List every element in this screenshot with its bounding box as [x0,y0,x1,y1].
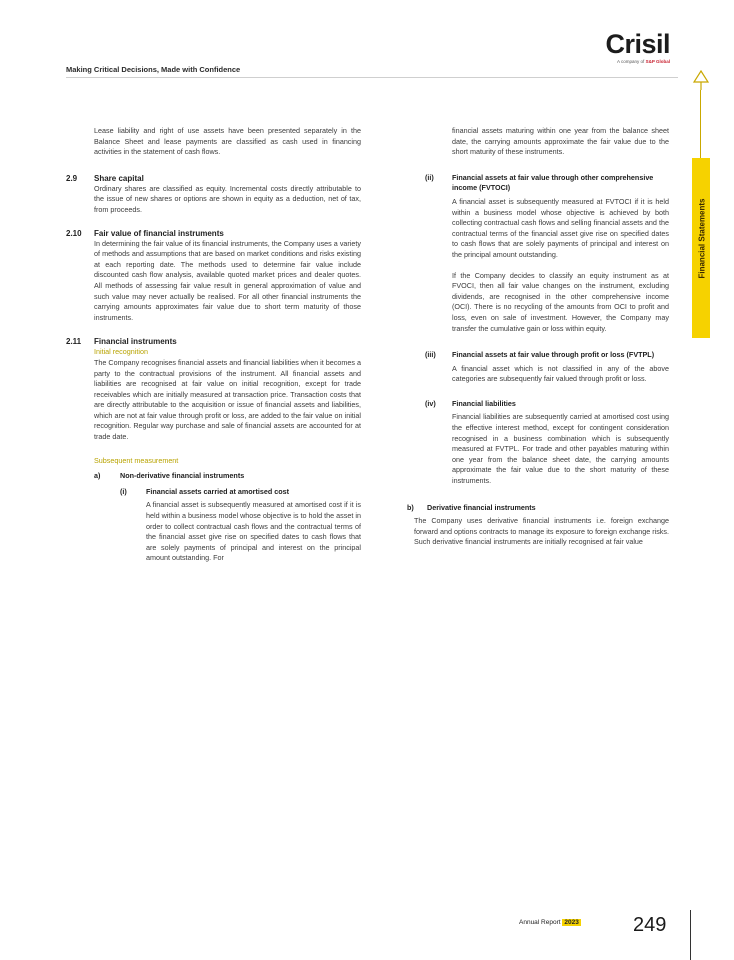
logo-subline [605,59,670,64]
side-tab-label: Financial Statements [697,198,707,279]
section-heading-share-capital: 2.9 Share capital [66,173,144,183]
footer-report-text: Annual Report [519,919,563,926]
item-iv-heading: (iv) Financial liabilities [425,398,516,408]
logo-wordmark: Crisil [605,29,670,59]
left-column [66,126,361,564]
subheading-initial-recognition: Initial recognition [94,347,148,357]
derivatives-paragraph: The Company uses derivative financial instruments i.e. foreign exchange forward and options contracts to manage its exposure to foreign exchange risks. Such derivative financial instruments are initially recognised at fair value [414,516,669,547]
initial-recognition-paragraph: The Company recognises financial assets and financial liabilities when it becomes a party to the contractual provisions of the instrument. All financial assets and liabilities are recognised at fair value on initial recognition, except for trade receivables which are initially measured at transaction price. Transaction costs that are directly attributable to the acquisition or issue of financial assets and liabilities, which are not at fair value through profit or loss, are added to the fair value on initial recognition. Regular way purchase and sale of financial assets are accounted for at trade date. [94,357,361,442]
item-b-heading: b) Derivative financial instruments [407,502,536,512]
page-number: 249 [633,914,667,936]
fvoci-equity-paragraph: If the Company decides to classify an equity instrument as at FVOCI, then all fair value changes on the instrument, excluding dividends, are recognised in the other comprehensive income (OCI). There is no recycling of the amounts from OCI to profit and loss, even on sale of investment. However, the Company may transfer the cumulative gain or loss within equity. [452,270,669,333]
footer-year: 2023 [564,919,579,926]
amortised-cost-paragraph: A financial asset is subsequently measured at amortised cost if it is held within a business model whose objective is to hold the asset in order to collect contractual cash flows and the contractual terms of the financial asset give rise on specified dates to cash flows that are solely payments of principal and interest on the principal amount outstanding. For [146,500,361,563]
footer-report-label [519,919,581,926]
section-heading-financial-instruments: 2.11 Financial instruments [66,337,177,347]
item-a-heading: a) Non-derivative financial instruments [94,471,245,481]
page-tagline: Making Critical Decisions, Made with Confidence [66,65,241,74]
fvtoci-paragraph: A financial asset is subsequently measured at FVTOCI if it is held within a business model whose objective is achieved by both collecting contractual cash flows and selling financial assets and the contractual terms of the financial asset give rise on specified dates to cash flows that are solely payments of principal and interest on the principal amount outstanding. [452,196,669,259]
lease-paragraph: Lease liability and right of use assets have been presented separately in the Balance Sheet and lease payments are classified as cash used in financing activities in the statement of cash flows. [94,126,361,157]
item-ii-heading: (ii) Financial assets at fair value through other comprehensive income (FVTOCI) [425,172,654,193]
fvtpl-paragraph: A financial asset which is not classified in any of the above categories are subsequently fair valued through profit or loss. [452,363,669,384]
fair-value-paragraph: In determining the fair value of its financial instruments, the Company uses a variety of methods and assumptions that are based on market conditions and risks existing at each reporting date. The methods used to determine fair value include discounted cash flow analysis, available quoted market prices and dealer quotes. All methods of assessing fair value result in general approximation of value and such value may never actually be realised. For all other financial instruments the carrying amounts approximates fair value due to short term maturity of those instruments. [94,238,361,322]
subheading-subsequent-measurement: Subsequent measurement [94,455,179,465]
logo [605,30,670,64]
section-heading-fair-value: 2.10 Fair value of financial instruments [66,228,224,238]
share-capital-paragraph: Ordinary shares are classified as equity. Incremental costs directly attributable to the issue of new shares or options are shown in equity as a deduction, net of tax, from proceeds. [94,183,361,214]
financial-liabilities-paragraph: Financial liabilities are subsequently carried at amortised cost using the effective interest method, except for contingent consideration recognised in a business combination which is subsequently measured at FVTPL. For trade and other payables maturing within one year from the balance sheet date, the carrying amounts approximate the fair value due to the short maturity of these instruments. [452,412,669,486]
continued-paragraph: financial assets maturing within one year from the balance sheet date, the carrying amounts approximate the fair value due to the short maturity of these instruments. [452,126,669,157]
logo-sub-prefix: A company of [617,59,646,64]
up-arrow-icon [693,70,709,90]
item-iii-heading: (iii) Financial assets at fair value through profit or loss (FVTPL) [425,350,655,360]
right-column [407,126,669,548]
item-i-heading: (i) Financial assets carried at amortised cost [120,486,290,496]
footer-rule [690,910,691,960]
logo-sub-brand: S&P Global [645,59,670,64]
section-side-tab[interactable] [684,70,718,280]
header-rule [66,77,678,78]
